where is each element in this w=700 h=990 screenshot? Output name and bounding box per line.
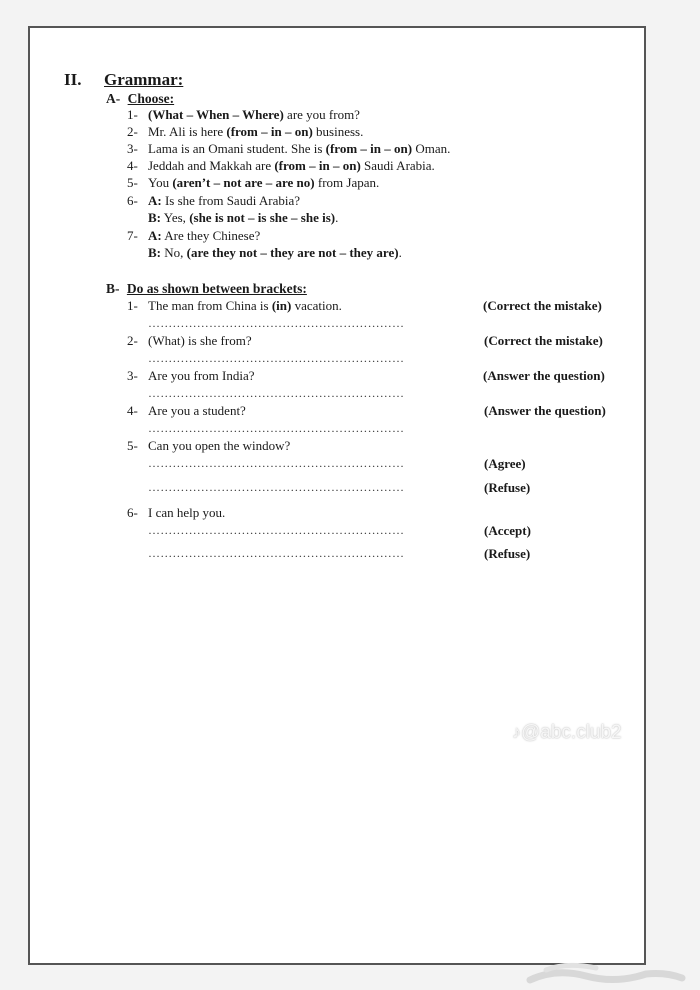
item-number: 7- <box>127 228 138 243</box>
choose-item-4 <box>127 158 435 174</box>
item-number: 1- <box>127 107 138 122</box>
item-options: (from – in – on) <box>325 141 413 156</box>
transform-item-5 <box>127 438 290 454</box>
item-text: from Japan. <box>314 175 380 190</box>
item-number: 3- <box>127 141 138 156</box>
speaker-a-label: A: <box>148 228 162 243</box>
answer-line-4: ……………………………………………………… <box>148 421 405 435</box>
speaker-b-label: B: <box>148 245 161 260</box>
section-number: II. <box>64 70 82 89</box>
answer-line-6b: ……………………………………………………… <box>148 546 405 560</box>
transform-item-2 <box>127 333 252 349</box>
part-a-label: A- <box>106 91 121 106</box>
item-number: 2- <box>127 124 138 139</box>
item-text: No, <box>161 245 187 260</box>
item-text: (What) is she from? <box>148 333 252 348</box>
answer-line-1: ……………………………………………………… <box>148 316 405 330</box>
speaker-b-label: B: <box>148 210 161 225</box>
transform-item-4 <box>127 403 246 419</box>
answer-line-5a: ……………………………………………………… <box>148 456 405 470</box>
item-text: Is she from Saudi Arabia? <box>161 193 300 208</box>
item-text: The man from China is <box>148 298 272 313</box>
item-text: Can you open the window? <box>148 438 291 453</box>
choose-item-6-b <box>148 210 338 226</box>
item-text: vacation. <box>291 298 342 313</box>
item-options: (in) <box>271 298 292 313</box>
item-text: Yes, <box>161 210 190 225</box>
transform-item-3 <box>127 368 255 384</box>
speaker-a-label: A: <box>148 193 162 208</box>
choose-item-5 <box>127 175 379 191</box>
item-text: are you from? <box>283 107 360 122</box>
instruction-6-accept: (Accept) <box>484 523 531 538</box>
item-options: (she is not – is she – she is) <box>189 210 336 225</box>
part-b-label: B- <box>106 281 120 296</box>
item-text: Are you from India? <box>148 368 255 383</box>
item-text: Lama is an Omani student. She is <box>148 141 326 156</box>
item-text: You <box>148 175 173 190</box>
item-text: Are they Chinese? <box>161 228 261 243</box>
choose-item-3 <box>127 141 450 157</box>
transform-item-6 <box>127 505 225 521</box>
item-text: Are you a student? <box>148 403 246 418</box>
transform-item-1 <box>127 298 342 314</box>
item-text: Mr. Ali is here <box>148 124 227 139</box>
item-number: 3- <box>127 368 138 383</box>
answer-line-6a: ……………………………………………………… <box>148 523 405 537</box>
item-text: business. <box>312 124 364 139</box>
item-text: Oman. <box>412 141 451 156</box>
item-options: (aren’t – not are – are no) <box>172 175 315 190</box>
music-note-icon: ♪ <box>512 722 521 742</box>
item-number: 4- <box>127 403 138 418</box>
answer-line-5b: ……………………………………………………… <box>148 480 405 494</box>
choose-item-1 <box>127 107 360 123</box>
item-text: . <box>335 210 339 225</box>
part-b-heading <box>106 281 307 297</box>
watermark <box>512 722 622 744</box>
instruction-6-refuse: (Refuse) <box>484 546 531 561</box>
instruction-5-agree: (Agree) <box>484 456 526 471</box>
part-a-heading <box>106 91 174 107</box>
answer-line-3: ……………………………………………………… <box>148 386 405 400</box>
item-text: Saudi Arabia. <box>360 158 435 173</box>
item-number: 2- <box>127 333 138 348</box>
instruction-2: (Correct the mistake) <box>484 333 603 348</box>
watermark-text: @abc.club2 <box>521 722 622 743</box>
item-text: Jeddah and Makkah are <box>148 158 275 173</box>
instruction-3: (Answer the question) <box>483 368 605 383</box>
choose-item-7-b <box>148 245 402 261</box>
item-number: 4- <box>127 158 138 173</box>
item-text: . <box>398 245 402 260</box>
item-number: 5- <box>127 175 138 190</box>
part-b-title: Do as shown between brackets: <box>126 281 307 296</box>
item-options: (What – When – Where) <box>148 107 284 122</box>
item-number: 5- <box>127 438 138 453</box>
instruction-4: (Answer the question) <box>484 403 606 418</box>
instruction-5-refuse: (Refuse) <box>484 480 531 495</box>
item-options: (from – in – on) <box>274 158 361 173</box>
choose-item-2 <box>127 124 363 140</box>
item-options: (from – in – on) <box>226 124 313 139</box>
section-title: Grammar: <box>104 70 184 89</box>
item-number: 6- <box>127 505 138 520</box>
item-number: 1- <box>127 298 138 313</box>
choose-item-6-a <box>127 193 300 209</box>
site-logo-icon <box>526 958 686 988</box>
item-options: (are they not – they are not – they are) <box>186 245 399 260</box>
item-text: I can help you. <box>148 505 226 520</box>
item-number: 6- <box>127 193 138 208</box>
choose-item-7-a <box>127 228 260 244</box>
answer-line-2: ……………………………………………………… <box>148 351 405 365</box>
instruction-1: (Correct the mistake) <box>483 298 602 313</box>
part-a-title: Choose: <box>127 91 175 106</box>
